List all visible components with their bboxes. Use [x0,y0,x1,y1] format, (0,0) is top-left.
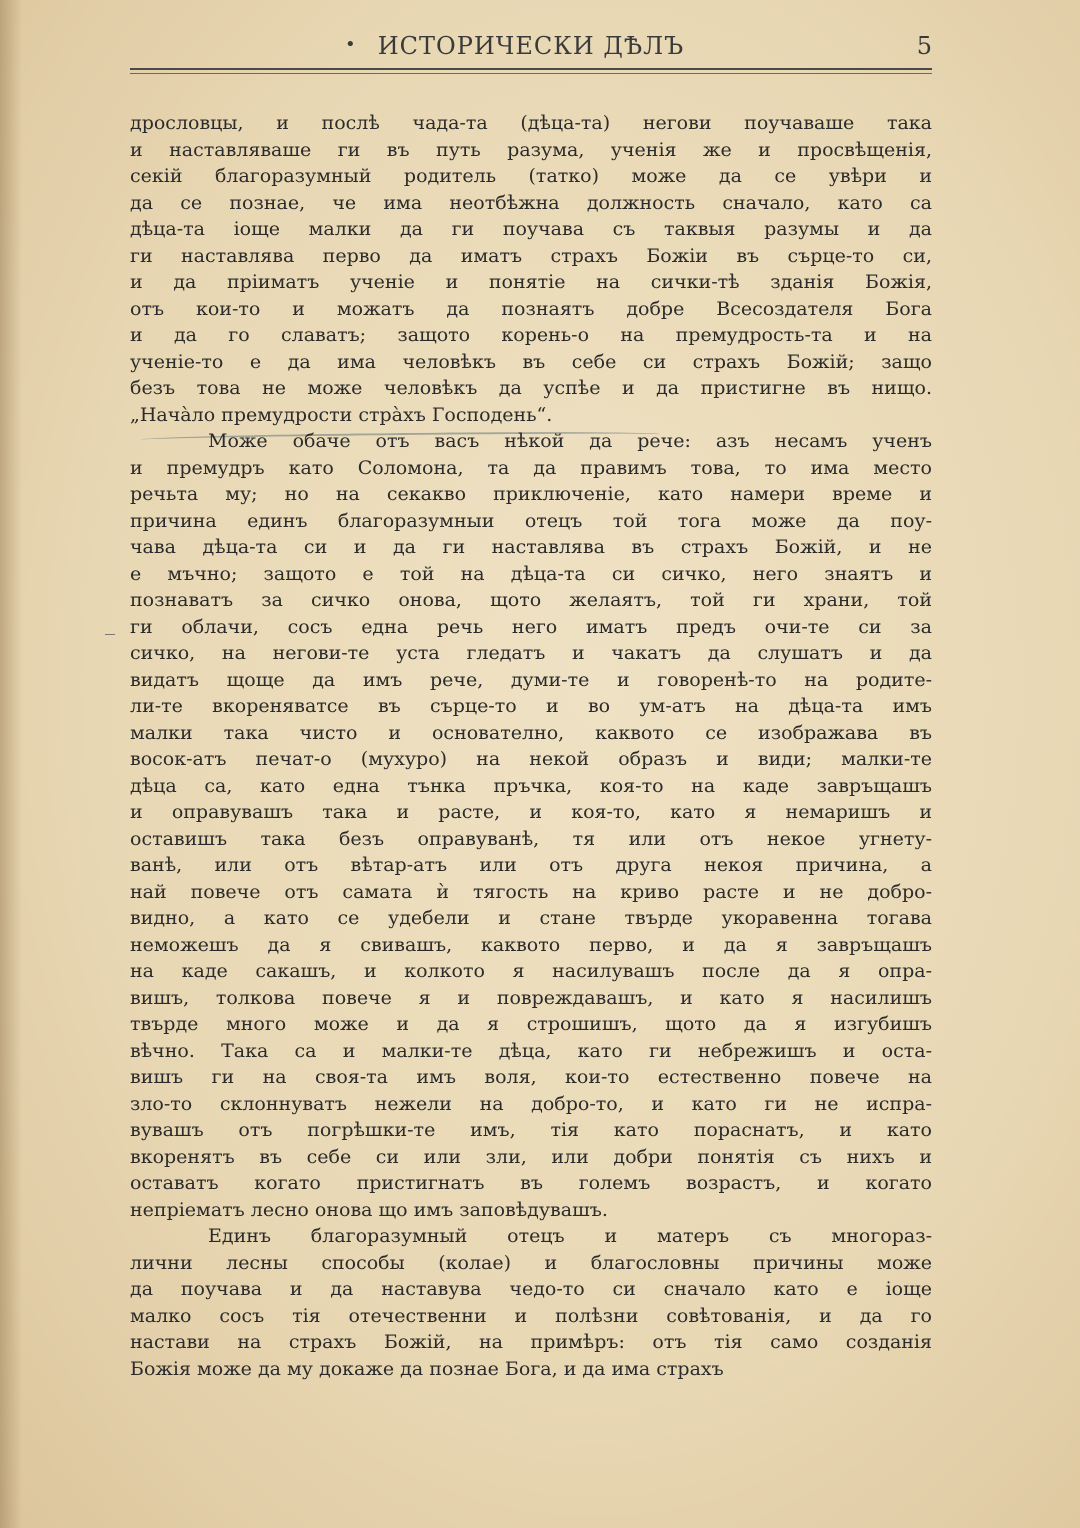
text-line: видно, а като се удебели и стане твърде укоравенна тогава [130,907,932,929]
text-line: дѣца са, като една тънка пръчка, коя-то на каде завръщашъ [130,774,932,797]
text-line: восок-атъ печат-о (мухуро) на некой образъ и види; малки-те [130,748,932,770]
header-rule-thin [130,73,932,74]
text-line: вишъ, толкова повече я и повреждавашъ, и като я насилишъ [130,986,932,1009]
text-line: сичко, на негови-те уста гледатъ и чакатъ да слушатъ и да [130,642,932,664]
header-rule [130,68,932,70]
text-line: ги наставлява перво да иматъ страхъ Божіи въ сърце-то си, [130,244,932,267]
running-header [130,28,932,66]
text-line: видатъ щоще да имъ рече, думи-те и говоренѣ-то на родите- [130,668,932,691]
text-line: дѣца-та іоще малки да ги поучава съ таквыя разумы и да [130,218,932,240]
text-line: „Начàло премудрости стрàхъ Господень“. [130,403,553,426]
text-line: на каде сакашъ, и колкото я насилувашъ после да я опра- [130,960,932,982]
text-line: дрословцы, и послѣ чада-та (дѣца-та) негови поучаваше така [130,112,932,134]
margin-dash-mark [105,634,115,635]
text-line: неможешъ да я свивашъ, каквото перво, и да я завръщашъ [130,933,932,956]
text-line: и да пріиматъ ученіе и понятіе на сички-тѣ зданія Божія, [130,271,932,293]
text-line: и да го славатъ; защото корень-о на премудрость-та и на [130,324,932,346]
text-line: да поучава и да наставува чедо-то си сначало като е іоще [130,1278,932,1300]
text-line: ги облачи, сосъ една речь него иматъ предъ очи-те си за [130,615,932,638]
text-line: оставишъ така безъ оправуванѣ, тя или отъ некое угнету- [130,827,932,850]
text-line: и наставляваше ги въ путь разума, ученія же и просвѣщенія, [130,138,932,161]
text-line: вишъ ги на своя-та имъ воля, кои-то естественно повече на [130,1066,932,1088]
text-line: Божія може да му докаже да познае Бога, и да има страхъ [130,1357,724,1380]
text-line: и оправувашъ така и расте, и коя-то, като я немаришъ и [130,801,932,823]
text-line: лични лесны способы (колае) и благословны причины може [130,1251,932,1274]
text-line: отъ кои-то и можатъ да познаятъ добре Всесоздателя Бога [130,297,932,320]
text-line: речьта му; но на секакво приключеніе, като намери време и [130,483,932,505]
text-line: е мъчно; защото е той на дѣца-та си сичко, него знаятъ и [130,562,932,585]
text-line: оставатъ когато пристигнатъ въ големъ возрастъ, и когато [130,1172,932,1194]
page-number: 5 [916,32,932,60]
text-line: ванѣ, или отъ вѣтар-атъ или отъ друга некоя причина, а [130,854,932,876]
text-line: Може обаче отъ васъ нѣкой да рече: азъ несамъ ученъ [208,430,932,452]
text-line: вувашъ отъ погрѣшки-те имъ, тія като пораснатъ, и като [130,1119,932,1141]
text-line: вѣчно. Така са и малки-те дѣца, като ги небрежишъ и оста- [130,1039,932,1062]
page-edge-shadow [0,0,22,1528]
text-line: зло-то склоннуватъ нежели на добро-то, и като ги не испра- [130,1092,932,1115]
header-title: ИСТОРИЧЕСКИ ДѢЛЪ [377,32,685,60]
body-text [130,110,932,1382]
header-bullet: • [345,34,356,55]
text-line: ученіе-то е да има человѣкъ въ себе си страхъ Божій; защо [130,350,932,373]
text-line: и премудръ като Соломона, та да правимъ това, то има место [130,456,932,479]
text-line: причина единъ благоразумныи отецъ той тога може да поу- [130,509,932,532]
text-line: вкоренятъ въ себе си или зли, или добри понятія съ нихъ и [130,1145,932,1168]
text-line: чава дѣца-та си и да ги наставлява въ страхъ Божій, и не [130,536,932,558]
text-line: малки така чисто и основателно, каквото се изображава въ [130,721,932,744]
text-line: настави на страхъ Божій, на примѣръ: отъ тія само созданія [130,1331,932,1353]
text-line: непріематъ лесно онова що имъ заповѣдувашъ. [130,1198,608,1221]
text-line: да се познае, че има неотбѣжна должность сначало, като са [130,191,932,214]
text-line: секій благоразумный родитель (татко) може да се увѣри и [130,165,932,187]
text-line: безъ това не може человѣкъ да успѣе и да пристигне въ нищо. [130,377,932,399]
text-line: Единъ благоразумный отецъ и матеръ съ многораз- [208,1225,932,1247]
text-line: твърде много може и да я строшишъ, щото да я изгубишъ [130,1013,932,1035]
text-line: малко сосъ тія отечественни и полѣзни совѣтованія, и да го [130,1304,932,1327]
text-line: ли-те вкореняватсе въ сърце-то и во ум-атъ на дѣца-та имъ [130,695,932,717]
text-line: познаватъ за сичко онова, щото желаятъ, той ги храни, той [130,589,932,611]
text-line: най повече отъ самата ѝ тягость на криво расте и не добро- [130,880,932,903]
